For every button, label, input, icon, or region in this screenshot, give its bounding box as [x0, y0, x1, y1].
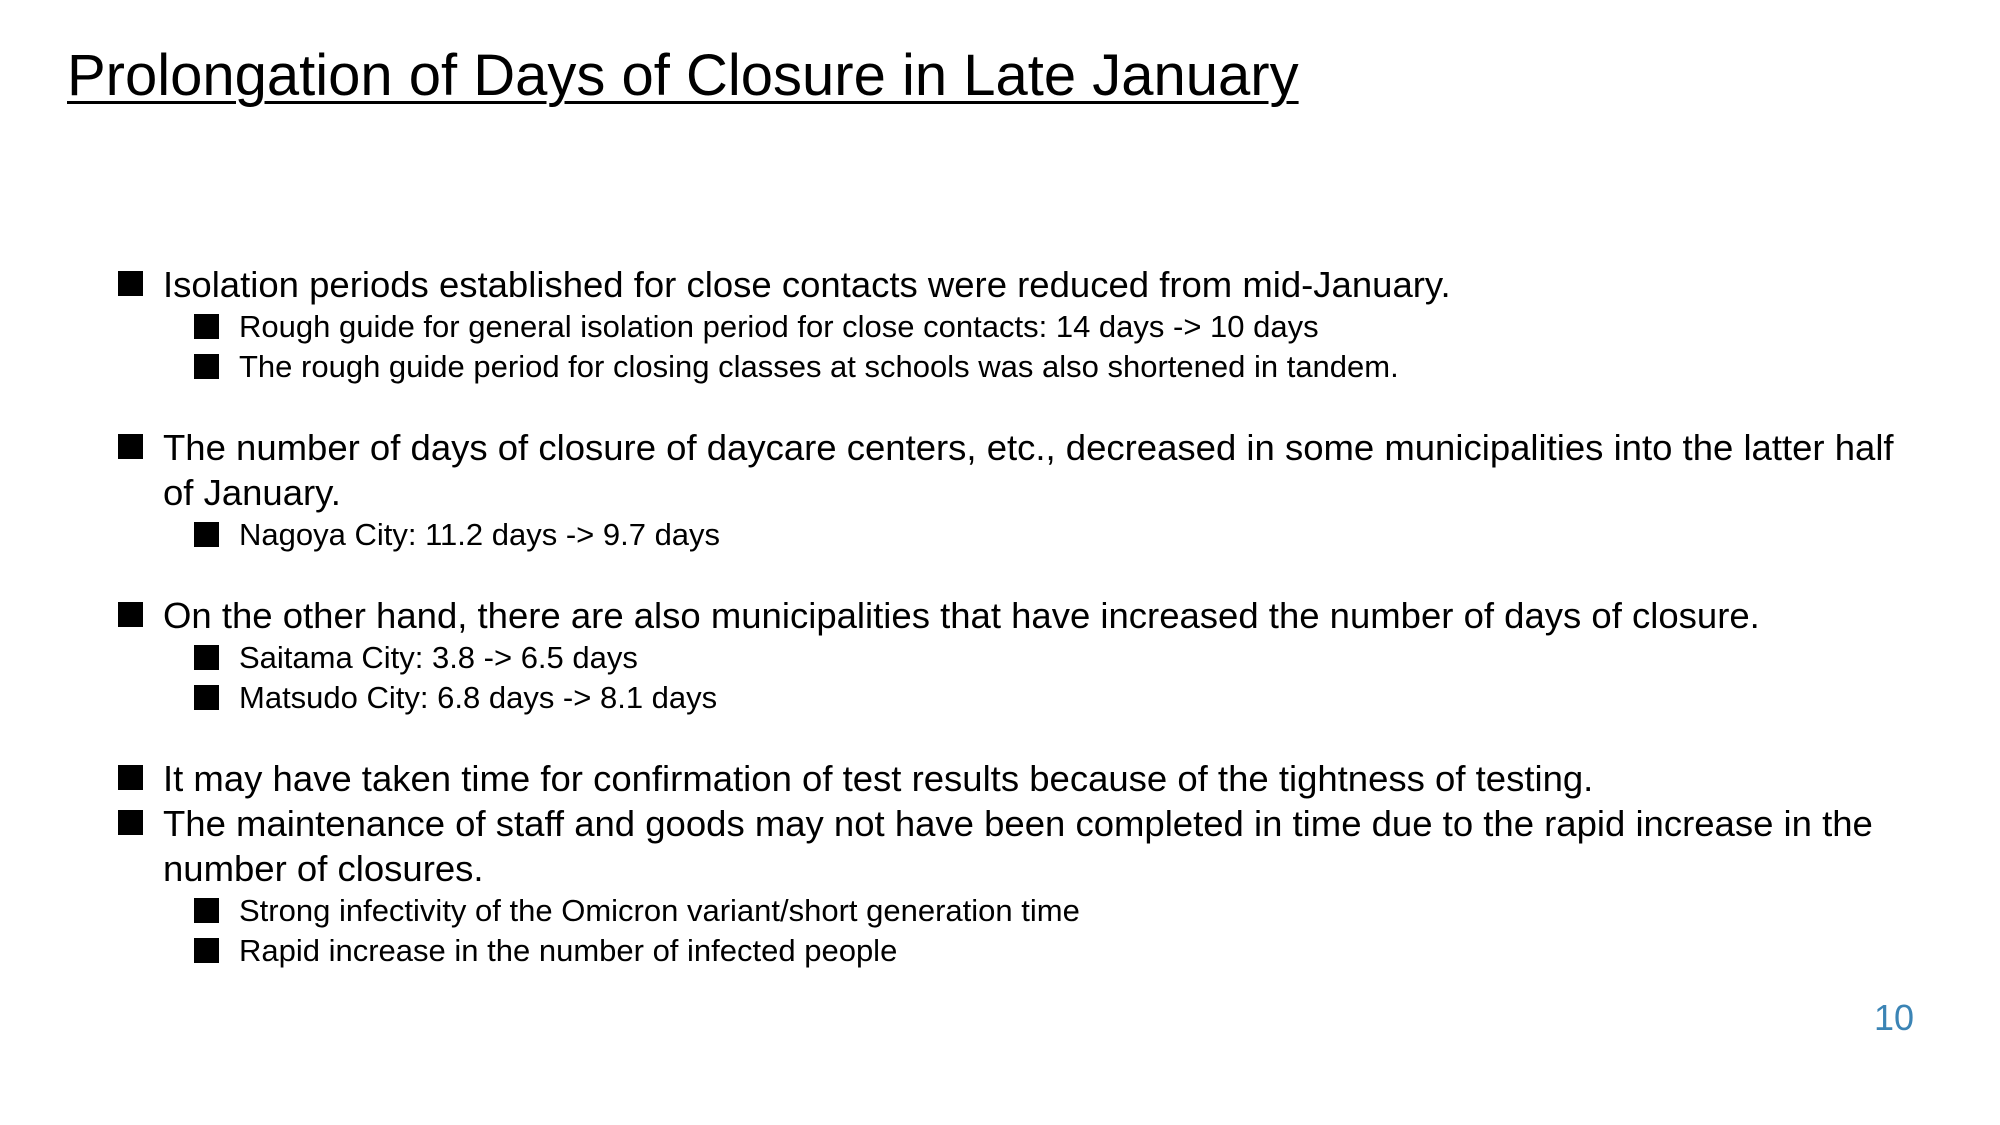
square-bullet-icon — [118, 434, 143, 459]
bullet-list — [117, 262, 1917, 971]
sub-bullet-text: Rough guide for general isolation period for close contacts: 14 days -> 10 days — [239, 309, 1319, 344]
sub-bullet-text: Matsudo City: 6.8 days -> 8.1 days — [239, 680, 718, 715]
square-bullet-icon — [118, 602, 143, 627]
square-bullet-icon — [194, 898, 219, 923]
bullet-text: On the other hand, there are also municipalities that have increased the number of days of closure. — [163, 595, 1760, 636]
bullet-item — [117, 801, 1917, 891]
sub-bullet-item — [194, 307, 1917, 347]
square-bullet-icon — [194, 522, 219, 547]
sub-bullet-text: Saitama City: 3.8 -> 6.5 days — [239, 640, 638, 675]
sub-bullet-text: Nagoya City: 11.2 days -> 9.7 days — [239, 517, 721, 552]
bullet-item — [117, 756, 1917, 801]
square-bullet-icon — [194, 645, 219, 670]
square-bullet-icon — [194, 685, 219, 710]
bullet-item — [117, 262, 1917, 307]
square-bullet-icon — [194, 354, 219, 379]
sub-bullet-item — [194, 515, 1917, 555]
bullet-text: The number of days of closure of daycare centers, etc., decreased in some municipalities into the latter half of January. — [163, 427, 1894, 513]
page-number: 10 — [1873, 997, 1914, 1038]
bullet-item — [117, 425, 1917, 515]
sub-bullet-text: Strong infectivity of the Omicron variant/short generation time — [239, 893, 1080, 928]
sub-bullet-item — [194, 931, 1917, 971]
sub-bullet-item — [194, 891, 1917, 931]
bullet-item — [117, 593, 1917, 638]
bullet-text: Isolation periods established for close contacts were reduced from mid-January. — [163, 264, 1451, 305]
sub-bullet-text: The rough guide period for closing classes at schools was also shortened in tandem. — [239, 349, 1399, 384]
bullet-text: It may have taken time for confirmation of test results because of the tightness of testing. — [163, 758, 1594, 799]
square-bullet-icon — [194, 938, 219, 963]
square-bullet-icon — [194, 314, 219, 339]
sub-bullet-item — [194, 347, 1917, 387]
bullet-group — [117, 262, 1917, 387]
slide-title: Prolongation of Days of Closure in Late January — [67, 43, 1299, 108]
square-bullet-icon — [118, 765, 143, 790]
bullet-group — [117, 756, 1917, 971]
sub-bullet-item — [194, 678, 1917, 718]
square-bullet-icon — [118, 810, 143, 835]
bullet-group — [117, 425, 1917, 555]
bullet-text: The maintenance of staff and goods may not have been completed in time due to the rapid increase in the number of closures. — [163, 803, 1873, 889]
bullet-group — [117, 593, 1917, 718]
square-bullet-icon — [118, 271, 143, 296]
sub-bullet-text: Rapid increase in the number of infected people — [239, 933, 898, 968]
sub-bullet-item — [194, 638, 1917, 678]
